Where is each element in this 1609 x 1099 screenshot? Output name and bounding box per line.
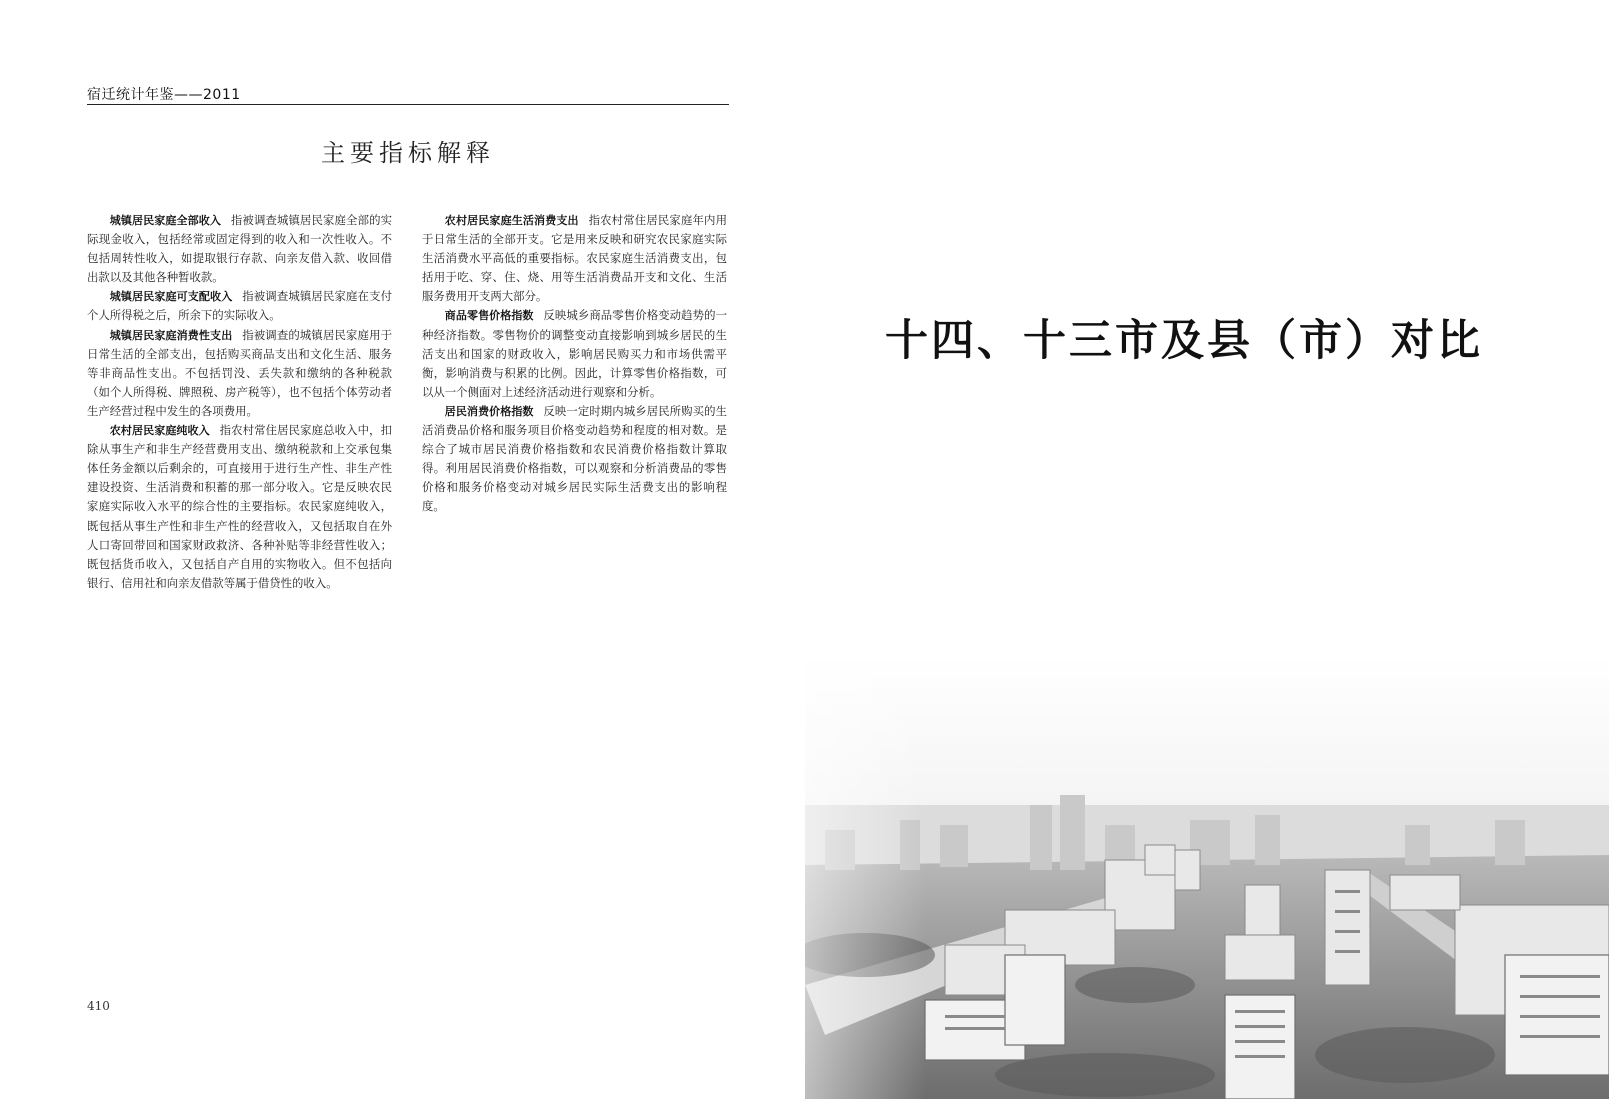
- definition-text: 指农村常住居民家庭年内用于日常生活的全部开支。它是用来反映和研究农民家庭实际生活消费水平高低的重要指标。农民家庭生活消费支出，包括用于吃、穿、住、烧、用等生活消费品开支和文化、生活服务费用开支两大部分。: [422, 213, 727, 304]
- definition-entry: [422, 402, 727, 517]
- page-number: 410: [87, 999, 110, 1013]
- definition-term: 城镇居民家庭消费性支出: [109, 328, 233, 342]
- definition-entry: [422, 211, 727, 306]
- definition-text: 指农村常住居民家庭总收入中，扣除从事生产和非生产经营费用支出、缴纳税款和上交承包集体任务金额以后剩余的，可直接用于进行生产性、非生产性建设投资、生活消费和积蓄的那一部分收入。它是反映农民家庭实际收入水平的综合性的主要指标。农民家庭纯收入，既包括从事生产性和非生产性的经营收入，又包括取自在外人口寄回带回和国家财政救济、各种补贴等非经营性收入；既包括货币收入，又包括自产自用的实物收入。但不包括向银行、信用社和向亲友借款等属于借贷性的收入。: [87, 423, 392, 590]
- definition-text: 指被调查城镇居民家庭在支付个人所得税之后，所余下的实际收入。: [87, 289, 392, 323]
- definition-term: 农村居民家庭生活消费支出: [444, 214, 579, 227]
- definition-term: 居民消费价格指数: [444, 404, 534, 418]
- definition-text: 指被调查城镇居民家庭全部的实际现金收入，包括经常或固定得到的收入和一次性收入。不包括周转性收入，如提取银行存款、向亲友借入款、收回借出款以及其他各种暂收款。: [87, 213, 392, 285]
- definition-entry: [422, 306, 727, 401]
- definition-term: 农村居民家庭纯收入: [109, 424, 210, 438]
- definition-entry: [87, 326, 392, 421]
- definition-entry: [87, 211, 392, 287]
- definition-term: 商品零售价格指数: [444, 309, 534, 323]
- definition-text: 指被调查的城镇居民家庭用于日常生活的全部支出，包括购买商品支出和文化生活、服务等非商品性支出。不包括罚没、丢失款和缴纳的各种税款（如个人所得税、牌照税、房产税等），也不包括个体劳动者生产经营过程中发生的各项费用。: [87, 327, 392, 418]
- definition-entry: [87, 287, 392, 325]
- definition-entry: [87, 421, 392, 593]
- definition-text: 反映一定时期内城乡居民所购买的生活消费品价格和服务项目价格变动趋势和程度的相对数。是综合了城市居民消费价格指数和农民消费价格指数计算取得。利用居民消费价格指数，可以观察和分析消费品的零售价格和服务价格变动对城乡居民实际生活费支出的影响程度。: [422, 403, 727, 514]
- section-title: 主要指标解释: [321, 139, 495, 167]
- running-header: 宿迁统计年鉴——2011: [87, 87, 241, 103]
- header-rule: [87, 104, 729, 105]
- chapter-title: 十四、十三市及县（市）对比: [885, 316, 1483, 366]
- right-text-column: [422, 211, 727, 517]
- definition-text: 反映城乡商品零售价格变动趋势的一种经济指数。零售物价的调整变动直接影响到城乡居民的生活支出和国家的财政收入，影响居民购买力和市场供需平衡，影响消费与积累的比例。因此，计算零售价格指数，可以从一个侧面对上述经济活动进行观察和分析。: [422, 308, 727, 399]
- left-text-column: [87, 211, 392, 593]
- definition-term: 城镇居民家庭全部收入: [109, 214, 222, 227]
- definition-term: 城镇居民家庭可支配收入: [109, 290, 233, 304]
- city-skyline-photo: [805, 655, 1609, 1099]
